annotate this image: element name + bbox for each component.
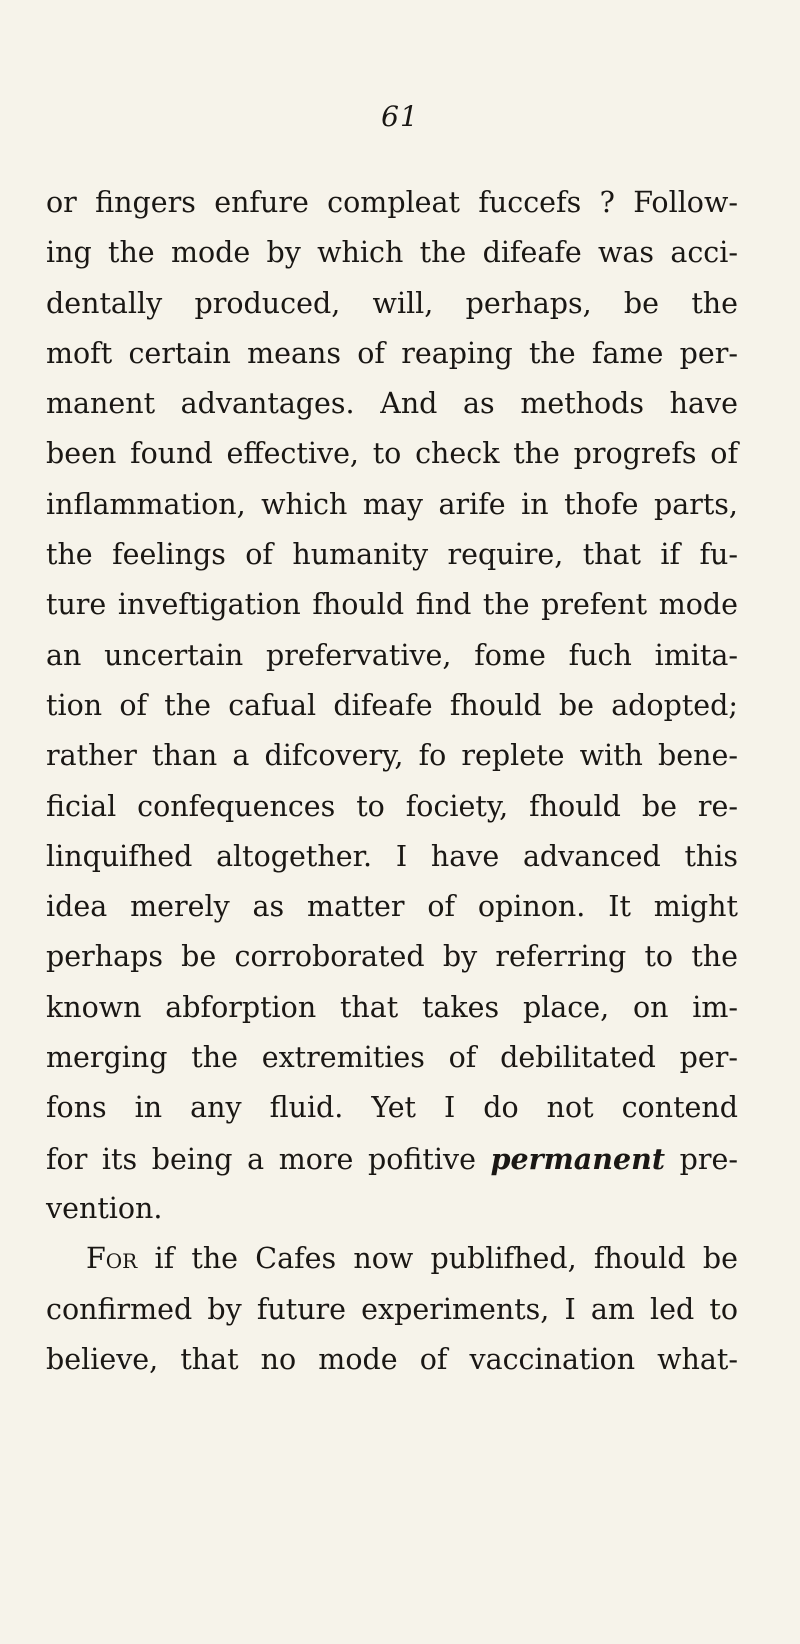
text-line: ing the mode by which the difeafe was acci- (46, 236, 738, 270)
text-line: inflammation, which may arife in thofe parts, (46, 487, 738, 521)
text-line: manent advantages. And as methods have (46, 387, 738, 421)
paragraph-end-line: vention. (46, 1191, 163, 1225)
page-number: 61 (381, 100, 419, 133)
text-line: believe, that no mode of vaccination what- (46, 1342, 738, 1376)
text-line: linquifhed altogether. I have advanced this (46, 839, 738, 873)
text-line: tion of the cafual difeafe fhould be adopted; (46, 688, 738, 722)
text-line: or fingers enfure compleat fuccefs ? Follow- (46, 186, 738, 219)
text-line: an uncertain prefervative, fome fuch imita- (46, 638, 738, 672)
text-segment: if the Cafes now publifhed, fhould be (137, 1242, 738, 1276)
text-line: dentally produced, will, perhaps, be the (46, 286, 738, 320)
text-line: idea merely as matter of opinon. It might (46, 890, 738, 924)
text-line: ture inveftigation fhould find the prefent mode (46, 588, 738, 622)
text-segment: pre- (665, 1142, 738, 1176)
text-segment: for its being a more pofitive (46, 1142, 491, 1176)
text-line: known abforption that takes place, on im- (46, 990, 738, 1024)
emphasis-permanent: permanent (490, 1141, 666, 1176)
text-line: fons in any fluid. Yet I do not contend (46, 1091, 738, 1125)
text-line: been found effective, to check the progrefs of (46, 437, 738, 471)
body-text (46, 178, 738, 1385)
text-line: perhaps be corroborated by referring to the (46, 940, 738, 974)
text-line: rather than a difcovery, fo replete with bene- (46, 739, 738, 773)
small-caps-lead: For (86, 1242, 138, 1276)
text-line: confirmed by future experiments, I am led to (46, 1292, 738, 1326)
text-line (46, 1134, 738, 1184)
text-line: ficial confequences to fociety, fhould be re- (46, 789, 738, 823)
text-line: merging the extremities of debilitated per- (46, 1041, 738, 1075)
paragraph-start-line (46, 1234, 738, 1284)
text-line: moft certain means of reaping the fame per- (46, 336, 738, 370)
text-line: the feelings of humanity require, that if fu- (46, 538, 738, 572)
